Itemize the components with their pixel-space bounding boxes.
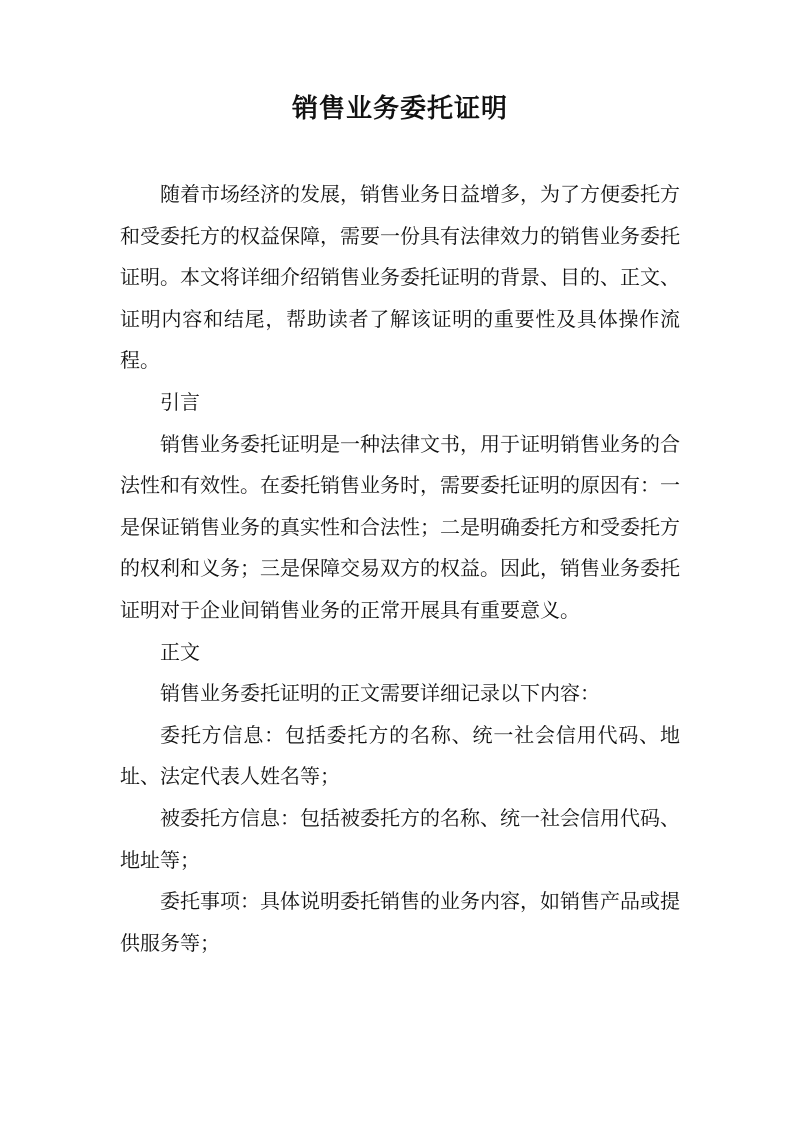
section-heading-main-text: 正文 (160, 639, 200, 664)
entrusted-matters-item: 委托事项：具体说明委托销售的业务内容，如销售产品或提供服务等； (120, 889, 680, 955)
principal-info-item: 委托方信息：包括委托方的名称、统一社会信用代码、地址、法定代表人姓名等； (120, 722, 680, 789)
document-title: 销售业务委托证明 (291, 94, 508, 124)
section-heading-preface: 引言 (160, 389, 200, 414)
intro-paragraph: 随着市场经济的发展，销售业务日益增多，为了方便委托方和受委托方的权益保障，需要一份具有法律效力的销售业务委托证明。本文将详细介绍销售业务委托证明的背景、目的、正文、证明内容和结尾，帮助读者了解该证明的重要性及具体操作流程。 (120, 182, 680, 373)
main-text-paragraph: 销售业务委托证明的正文需要详细记录以下内容： (160, 681, 600, 706)
preface-paragraph: 销售业务委托证明是一种法律文书，用于证明销售业务的合法性和有效性。在委托销售业务时，需要委托证明的原因有：一是保证销售业务的真实性和合法性；二是明确委托方和受委托方的权利和义务；三是保障交易双方的权益。因此，销售业务委托证明对于企业间销售业务的正常开展具有重要意义。 (120, 431, 680, 622)
agent-info-item: 被委托方信息：包括被委托方的名称、统一社会信用代码、地址等； (120, 805, 680, 872)
document-body (120, 174, 680, 964)
